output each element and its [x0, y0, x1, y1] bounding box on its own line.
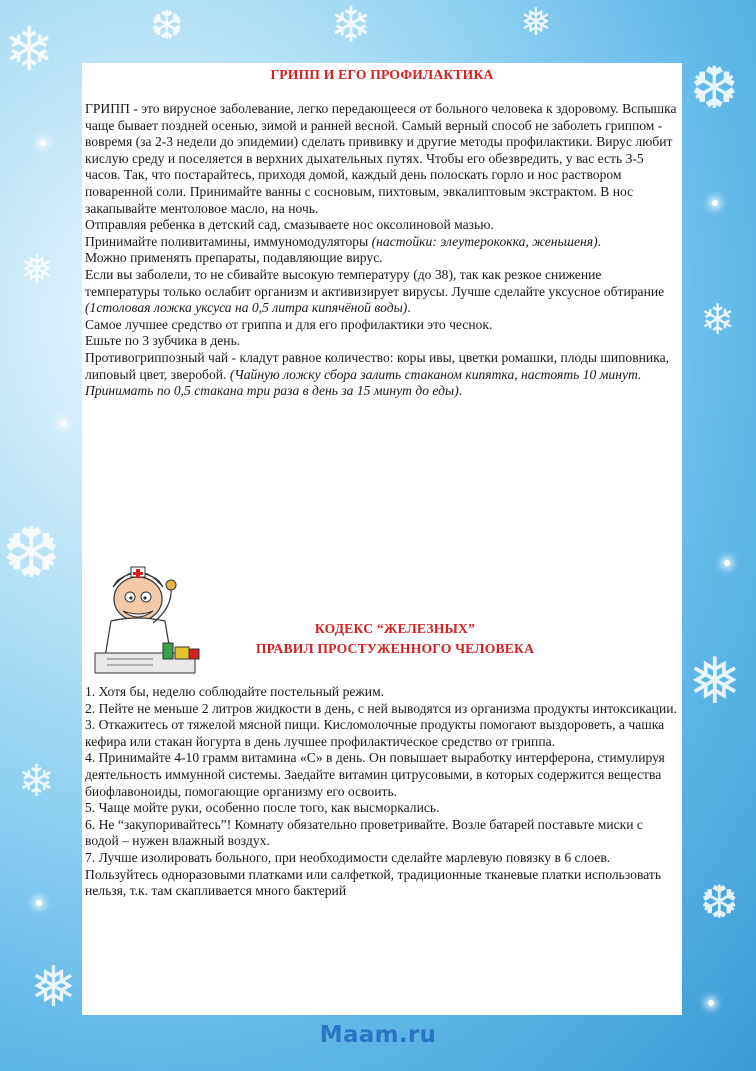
- snowflake-icon: ❄: [4, 17, 55, 83]
- rule-item: 2. Пейте не меньше 2 литров жидкости в день, с ней выводятся из организма продукты интоксикации.: [85, 700, 677, 716]
- snowflake-icon: ❄: [330, 0, 372, 53]
- snowflake-icon: ❅: [30, 957, 77, 1019]
- text-run: Можно применять препараты, подавляющие вирус.: [85, 250, 383, 266]
- paragraph: [85, 101, 679, 217]
- paragraph: [85, 234, 679, 251]
- text-run: Противогриппозный чай - кладут равное количество: коры ивы, цветки ромашки, плоды шиповника, липовый цвет, зверобой.: [85, 349, 670, 382]
- doctor-illustration: [93, 557, 205, 679]
- paragraph: [85, 217, 679, 234]
- paragraph: [85, 250, 679, 267]
- section2-title-line1: КОДЕКС “ЖЕЛЕЗНЫХ”: [314, 621, 476, 636]
- section2-title-line2: ПРАВИЛ ПРОСТУЖЕННОГО ЧЕЛОВЕКА: [255, 641, 535, 656]
- paragraph: [85, 333, 679, 350]
- snowflake-icon: ❆: [150, 3, 184, 48]
- text-run: Ешьте по 3 зубчика в день.: [85, 333, 241, 349]
- rule-item: 1. Хотя бы, неделю соблюдайте постельный режим.: [85, 684, 385, 699]
- paragraph: [85, 317, 679, 334]
- paragraph: [85, 350, 679, 400]
- italic-note: (Чайную ложку сбора залить стаканом кипятка, настоять 10 минут. Принимать по 0,5 стакана три раза в день за 15 минут до еды): [85, 366, 642, 399]
- document-page: [82, 63, 682, 1015]
- text-run: .: [407, 300, 411, 316]
- rule-item: 5. Чаще мойте руки, особенно после того, как высморкались.: [85, 800, 440, 816]
- section2-title: [205, 619, 585, 659]
- text-run: .: [597, 233, 601, 249]
- snowflake-icon: ❆: [2, 516, 61, 593]
- rule-item: 6. Не “закупоривайтесь”! Комнату обязательно проветривайте. Возле батарей поставьте миски с водой – нужен влажный воздух.: [85, 816, 643, 849]
- sparkle: [708, 1000, 714, 1006]
- text-run: Если вы заболели, то не сбивайте высокую температуру (до 38), так как резкое снижение температуры только ослабит организм и активизирует вирусы. Лучше сделайте уксусное обтирание: [85, 266, 665, 299]
- snowflake-icon: ❄: [18, 757, 55, 806]
- sparkle: [40, 140, 46, 146]
- section1-body: [85, 101, 679, 400]
- sparkle: [712, 200, 718, 206]
- text-run: ГРИПП - это вирусное заболевание, легко передающееся от больного человека к здоровому. Вспышка чаще бывает поздней осенью, зимой и ранней весной. Самый верный способ не заболеть гриппом - вовремя (за 2-3 недели до эпидемии) сделать прививку и другие методы профилактики. Вирус любит кислую среду и поселяется в верхних дыхательных путях. Чтобы его обезвредить, у вас есть 3-5 часов. Так, что постарайтесь, приходя домой, каждый день полоскать горло и нос раствором поваренной соли. Принимайте ванны с сосновым, пихтовым, эвкалиптовым экстрактом. В нос закапывайте ментоловое масло, на ночь.: [85, 101, 677, 216]
- sparkle: [60, 420, 66, 426]
- snowflake-icon: ❅: [688, 646, 742, 717]
- text-run: Самое лучшее средство от гриппа и для его профилактики это чеснок.: [85, 316, 493, 332]
- snowflake-icon: ❆: [700, 877, 739, 928]
- snowflake-icon: ❄: [700, 298, 736, 344]
- sparkle: [36, 900, 42, 906]
- snowflake-icon: ❅: [20, 247, 54, 292]
- section2-list: [85, 684, 679, 900]
- rule-item: 3. Откажитесь от тяжелой мясной пищи. Кисломолочные продукты помогают выздороветь, а чашка кефира или стакан йогурта в день лучшее профилактическое средство от гриппа.: [85, 717, 665, 749]
- section1-title: ГРИПП И ЕГО ПРОФИЛАКТИКА: [270, 67, 494, 82]
- text-run: Принимайте поливитамины, иммуномодуляторы: [85, 233, 372, 249]
- rule-item: 4. Принимайте 4-10 грамм витамина «С» в день. Он повышает выработку интерферона, стимулируя деятельность иммунной системы. Заедайте витамин цитрусовыми, в которых содержится вещества биофлавоноиды, помогающие организму его освоить.: [85, 750, 665, 799]
- paragraph: [85, 267, 679, 317]
- snowflake-icon: ❅: [520, 2, 552, 44]
- rule-item: 7. Лучше изолировать больного, при необходимости сделайте марлевую повязку в 6 слоев. Пользуйтесь одноразовыми платками или салфеткой, традиционные тканевые платки использовать нельзя, т.к. там скапливается много бактерий: [85, 849, 662, 899]
- maam-watermark: Maam.ru: [319, 1022, 437, 1048]
- italic-note: (настойки: элеутерококка, женьшеня): [371, 233, 598, 249]
- text-run: .: [458, 383, 463, 399]
- sparkle: [724, 560, 730, 566]
- text-run: Отправляя ребенка в детский сад, смазываете нос оксолиновой мазью.: [85, 217, 494, 233]
- italic-note: (1столовая ложка уксуса на 0,5 литра кипячёной воды): [85, 300, 408, 316]
- snowflake-icon: ❆: [690, 56, 739, 121]
